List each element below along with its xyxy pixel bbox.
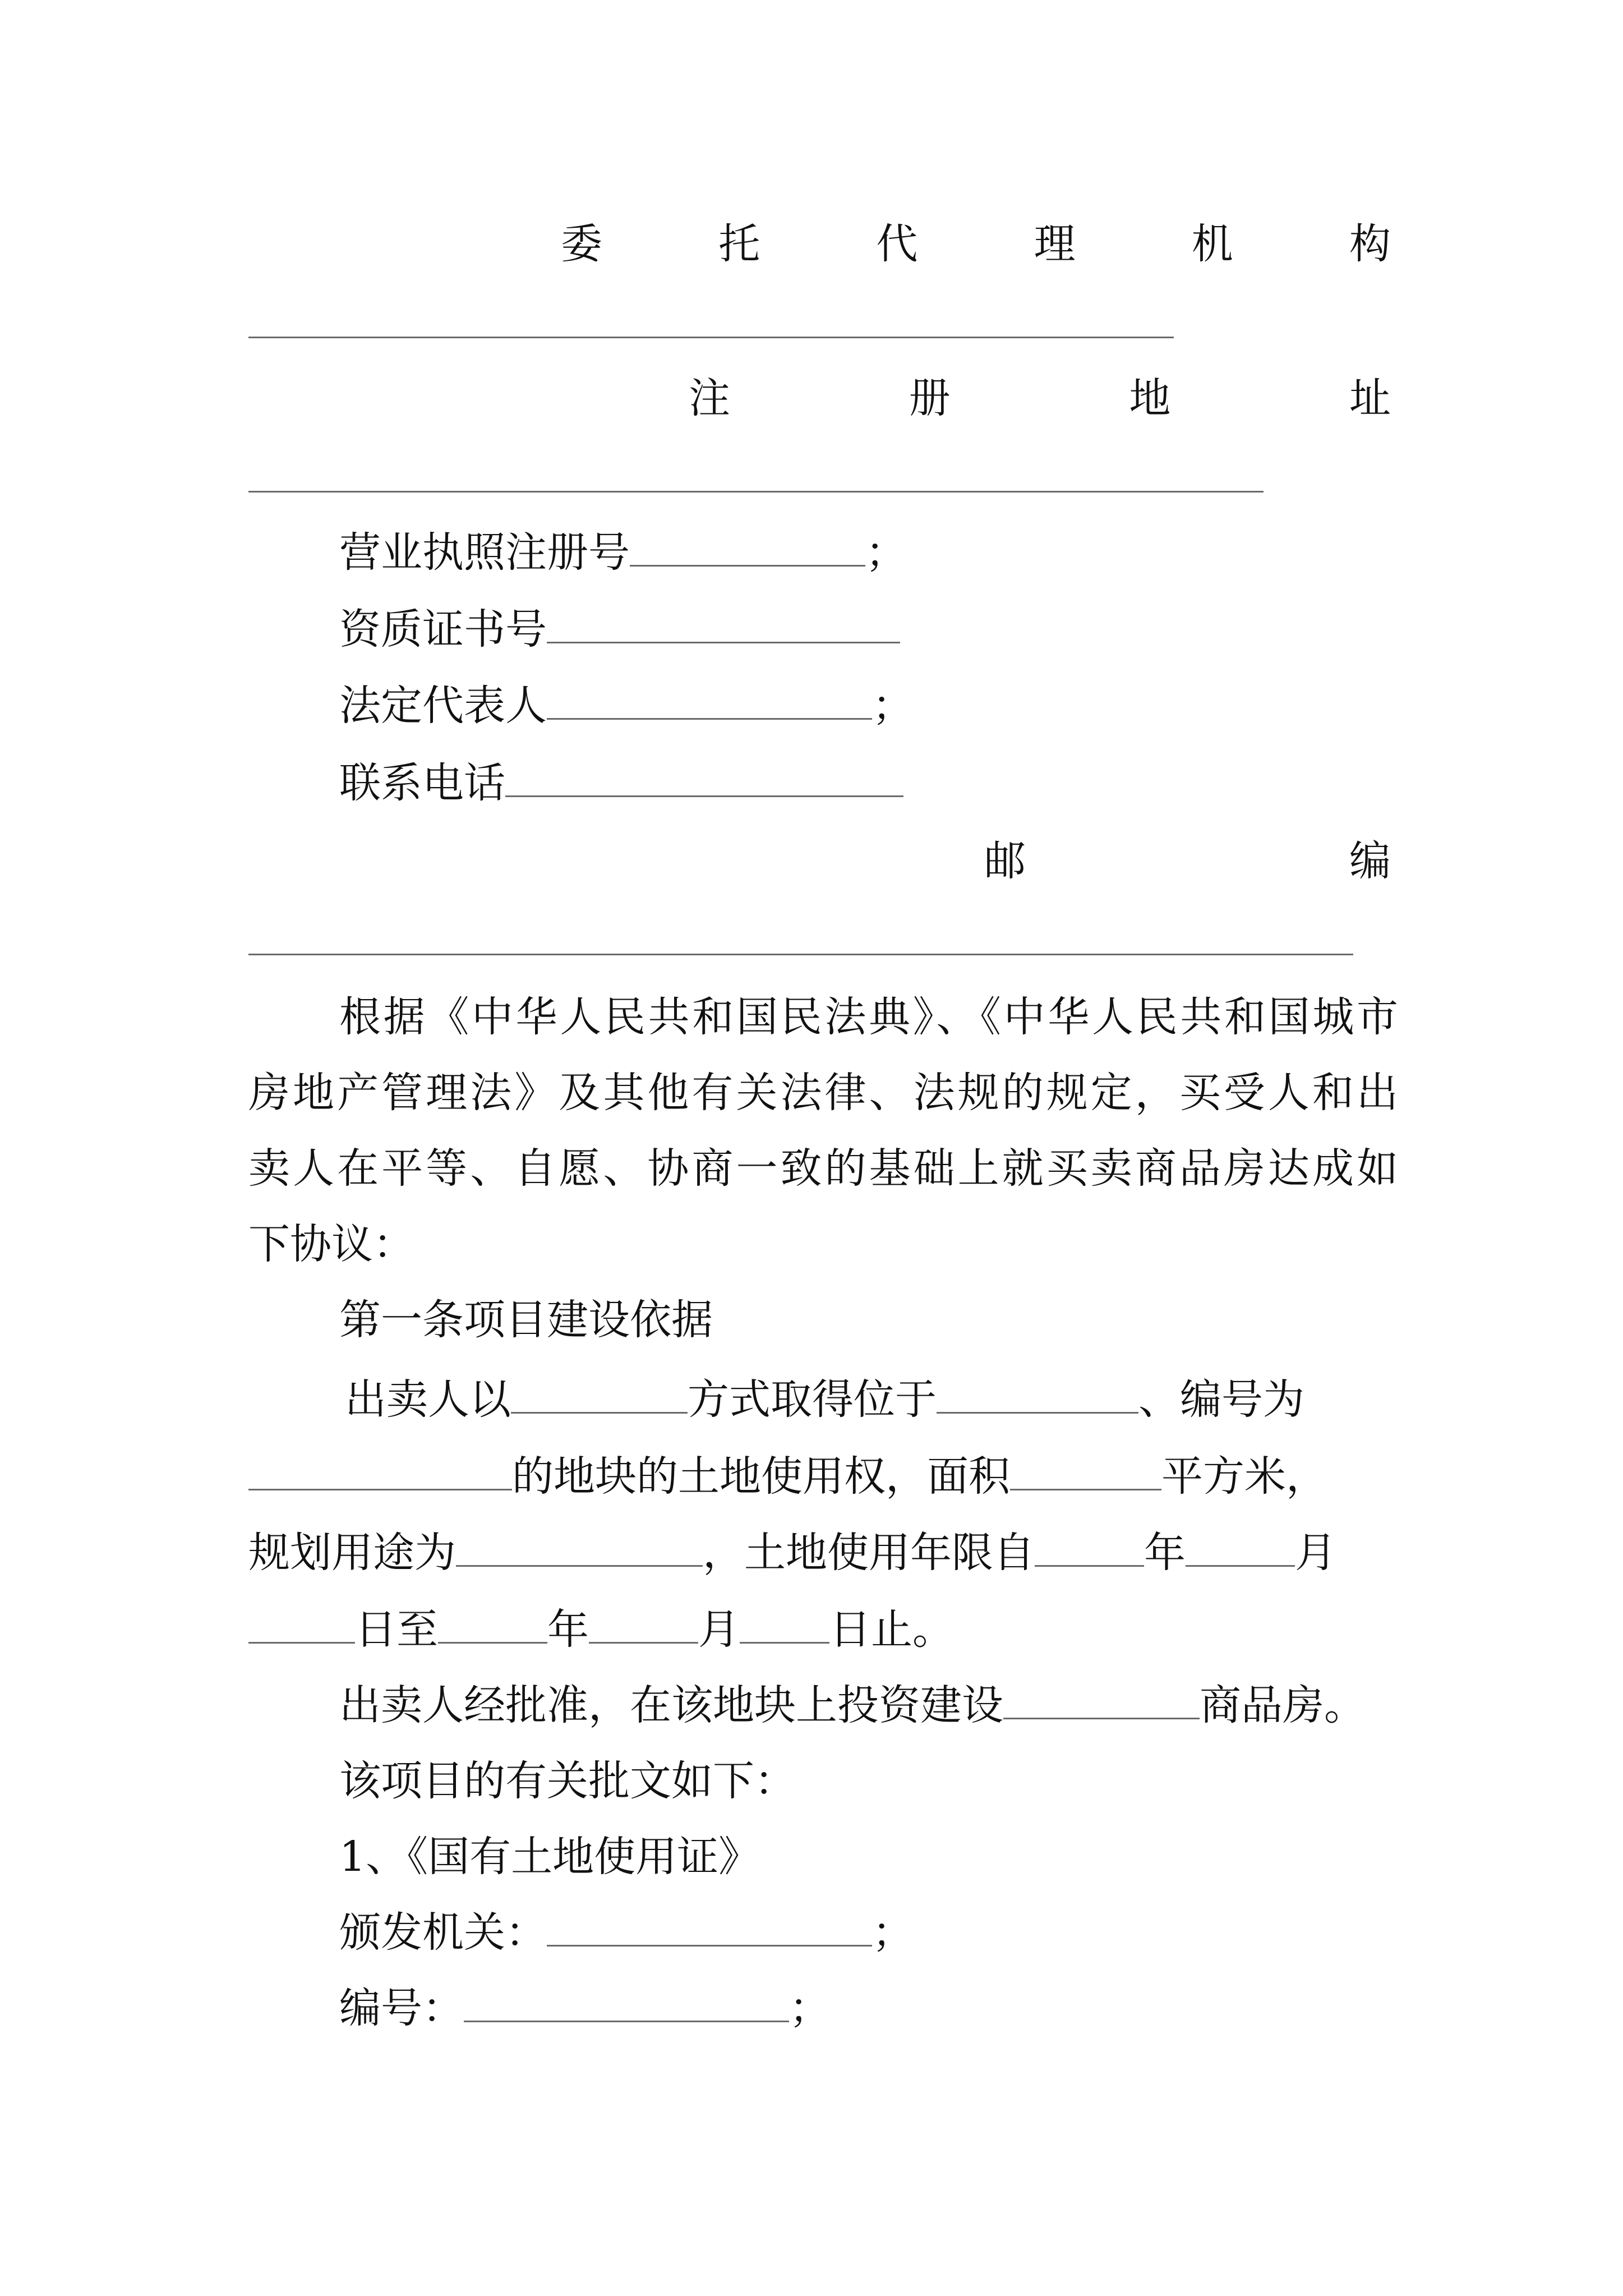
agency-char: 代: [876, 220, 918, 268]
plot-number-blank[interactable]: [248, 1454, 512, 1490]
article-p1-line3: [248, 1525, 1336, 1581]
start-year-blank[interactable]: [1035, 1530, 1144, 1567]
phone-blank[interactable]: [505, 761, 903, 797]
article-p3: 该项目的有关批文如下：: [339, 1757, 796, 1805]
article-p2: [339, 1677, 1366, 1733]
agency-char: 构: [1349, 220, 1391, 268]
preamble-line-4: 下协议：: [248, 1220, 414, 1268]
address-char: 地: [1129, 374, 1171, 422]
issuer-line: [339, 1904, 914, 1961]
issuer-blank[interactable]: [547, 1910, 872, 1947]
punct: ；: [789, 1984, 831, 2032]
agency-char: 托: [718, 220, 760, 268]
text-segment: 月: [1295, 1529, 1336, 1577]
punct: ；: [865, 528, 907, 577]
text-segment: 、编号为: [1138, 1375, 1304, 1424]
text-segment: 月: [698, 1605, 740, 1654]
preamble-line-2: 房地产管理法》及其他有关法律、法规的规定，买受人和出: [248, 1069, 1398, 1117]
article-p1-line4: [248, 1602, 954, 1658]
text-segment: 年: [547, 1605, 589, 1654]
agency-char: 理: [1034, 220, 1076, 268]
phone-label: 联系电话: [339, 759, 505, 807]
text-segment: 规划用途为: [248, 1529, 456, 1577]
agency-char: 机: [1191, 220, 1233, 268]
text-segment: 平方米，: [1161, 1452, 1327, 1501]
punct: ；: [872, 682, 914, 730]
text-segment: 的地块的土地使用权，面积: [512, 1452, 1010, 1501]
cert-label: 资质证书号: [339, 605, 547, 654]
license-line: [339, 524, 907, 581]
legal-rep-line: [339, 678, 914, 734]
text-segment: 出卖人经批准，在该地块上投资建设: [339, 1681, 1003, 1729]
end-year-blank[interactable]: [438, 1607, 547, 1644]
registered-address-label: [689, 370, 1391, 426]
text-segment: 方式取得位于: [688, 1375, 937, 1424]
registered-address-blank[interactable]: [248, 491, 1264, 493]
license-blank[interactable]: [630, 530, 865, 567]
project-name-blank[interactable]: [1003, 1683, 1200, 1719]
article-p1-line2: [248, 1448, 1327, 1504]
certificate-number-line: [339, 1980, 831, 2036]
acquisition-method-blank[interactable]: [511, 1377, 688, 1414]
article-title: 第一条项目建设依据: [339, 1296, 713, 1344]
phone-line: [339, 755, 903, 811]
cert-blank[interactable]: [547, 607, 900, 643]
legal-rep-label: 法定代表人: [339, 682, 547, 730]
postcode-char: 编: [1349, 837, 1391, 885]
certificate-number-label: 编号：: [339, 1984, 464, 2032]
agency-char: 委: [561, 220, 602, 268]
text-segment: 出卖人以: [345, 1375, 511, 1424]
address-char: 册: [909, 374, 951, 422]
postcode-label: [984, 833, 1391, 889]
issuer-label: 颁发机关：: [339, 1908, 547, 1957]
text-segment: 日至: [355, 1605, 438, 1654]
end-month-blank[interactable]: [589, 1607, 698, 1644]
agency-name-label: [561, 216, 1391, 272]
cert-line: [339, 601, 900, 657]
address-char: 注: [689, 374, 730, 422]
postcode-char: 邮: [984, 837, 1026, 885]
punct: ；: [872, 1908, 914, 1957]
preamble-line-3: 卖人在平等、自愿、协商一致的基础上就买卖商品房达成如: [248, 1144, 1398, 1193]
license-label: 营业执照注册号: [339, 528, 630, 577]
address-char: 址: [1349, 374, 1391, 422]
start-day-blank[interactable]: [248, 1607, 355, 1644]
article-item-1: 1、《国有土地使用证》: [339, 1833, 760, 1881]
text-segment: 商品房。: [1200, 1681, 1366, 1729]
agency-name-blank[interactable]: [248, 337, 1174, 338]
preamble-line-1: 根据《中华人民共和国民法典》、《中华人民共和国城市: [339, 993, 1398, 1041]
end-day-blank[interactable]: [740, 1607, 829, 1644]
article-p1-line1: [345, 1372, 1304, 1428]
text-segment: 日止。: [829, 1605, 954, 1654]
text-segment: ，土地使用年限自: [703, 1529, 1035, 1577]
start-month-blank[interactable]: [1186, 1530, 1295, 1567]
land-location-blank[interactable]: [937, 1377, 1138, 1414]
postcode-blank[interactable]: [248, 954, 1353, 955]
text-segment: 年: [1144, 1529, 1186, 1577]
area-blank[interactable]: [1010, 1454, 1161, 1490]
certificate-number-blank[interactable]: [464, 1986, 789, 2022]
planned-use-blank[interactable]: [456, 1530, 703, 1567]
legal-rep-blank[interactable]: [547, 683, 872, 720]
